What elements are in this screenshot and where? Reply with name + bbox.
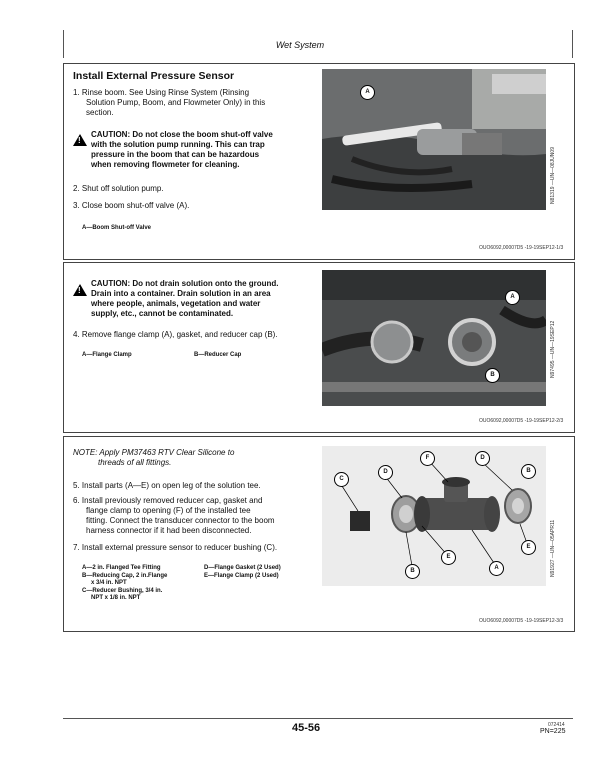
callout-e-right: E xyxy=(521,540,536,555)
image-code: N91927 —UN—05APR11 xyxy=(550,519,556,577)
page-number: 45-56 xyxy=(292,722,321,734)
reference-code: OUO6092,00007D5 -19-19SEP12-1/3 xyxy=(479,245,564,251)
step-1: 1. Rinse boom. See Using Rinse System (Rinsing Solution Pump, Boom, and Flowmeter Only) in this section. xyxy=(73,88,266,117)
caution-text: CAUTION: Do not drain solution onto the ground. Drain into a container. Drain solution in an area where people, animals, vegetation and water supply, etc., cannot be contaminated. xyxy=(91,279,279,318)
callout-a: A xyxy=(505,290,520,305)
step-3: 3. Close boom shut-off valve (A). xyxy=(73,201,190,210)
callout-a: A xyxy=(360,85,375,100)
image-code: N81319 —UN—08JUN09 xyxy=(550,147,556,204)
pn-number: PN=225 xyxy=(540,728,566,735)
section-install-parts xyxy=(63,436,575,632)
image-code: N97495 —UN—19SEP12 xyxy=(550,320,556,378)
callout-d-left: D xyxy=(378,465,393,480)
step-2: 2. Shut off solution pump. xyxy=(73,184,164,193)
legend-a: A—Flange Clamp xyxy=(82,352,132,358)
legend-col1: A—2 in. Flanged Tee Fitting B—Reducing Cap, 2 in.Flange x 3/4 in. NPT C—Reducer Bushing, 3/4 in. NPT x 1/8 in. NPT xyxy=(82,565,168,601)
callout-b-right: B xyxy=(521,464,536,479)
legend-b: B—Reducer Cap xyxy=(194,352,242,358)
callout-b-left: B xyxy=(405,564,420,579)
exploded-diagram xyxy=(322,446,546,586)
photo-flange-clamp xyxy=(322,270,546,406)
warning-icon: ! xyxy=(73,134,87,146)
photo-boom-valve xyxy=(322,69,546,210)
footer-rule xyxy=(63,718,573,719)
section-header: Wet System xyxy=(275,40,325,50)
step-7: 7. Install external pressure sensor to reducer bushing (C). xyxy=(73,543,278,552)
callout-e-left: E xyxy=(441,550,456,565)
step-5: 5. Install parts (A—E) on open leg of the solution tee. xyxy=(73,481,261,490)
section-title: Install External Pressure Sensor xyxy=(73,70,235,82)
legend-col2: D—Flange Gasket (2 Used) E—Flange Clamp (2 Used) xyxy=(204,565,281,579)
callout-f: F xyxy=(420,451,435,466)
callout-a: A xyxy=(489,561,504,576)
legend-a: A—Boom Shut-off Valve xyxy=(82,225,152,231)
caution-text: CAUTION: Do not close the boom shut-off valve with the solution pump running. This can trap pressure in the boom that can be hazardous when removing flowmeter for cleaning. xyxy=(91,130,273,169)
callout-b: B xyxy=(485,368,500,383)
section-remove-clamp xyxy=(63,262,575,433)
step-4: 4. Remove flange clamp (A), gasket, and reducer cap (B). xyxy=(73,330,278,339)
callout-d-right: D xyxy=(475,451,490,466)
valve-photo-illustration xyxy=(322,69,546,210)
reference-code: OUO6092,00007D5 -19-19SEP12-2/3 xyxy=(479,418,564,424)
note-text: NOTE: Apply PM37463 RTV Clear Silicone to threads of all fittings. xyxy=(73,448,235,467)
callout-c: C xyxy=(334,472,349,487)
warning-icon: ! xyxy=(73,284,87,296)
reference-code: OUO6092,00007D5 -19-19SEP12-3/3 xyxy=(479,618,564,624)
footer-small-code: 072414 xyxy=(548,722,565,728)
step-6: 6. Install previously removed reducer cap, gasket and flange clamp to opening (F) of the installed tee fitting. Connect the transducer connector to the boom harness connector if it had been disconnected. xyxy=(73,496,275,535)
tee-fitting-diagram xyxy=(322,446,546,586)
section-install-sensor xyxy=(63,63,575,260)
